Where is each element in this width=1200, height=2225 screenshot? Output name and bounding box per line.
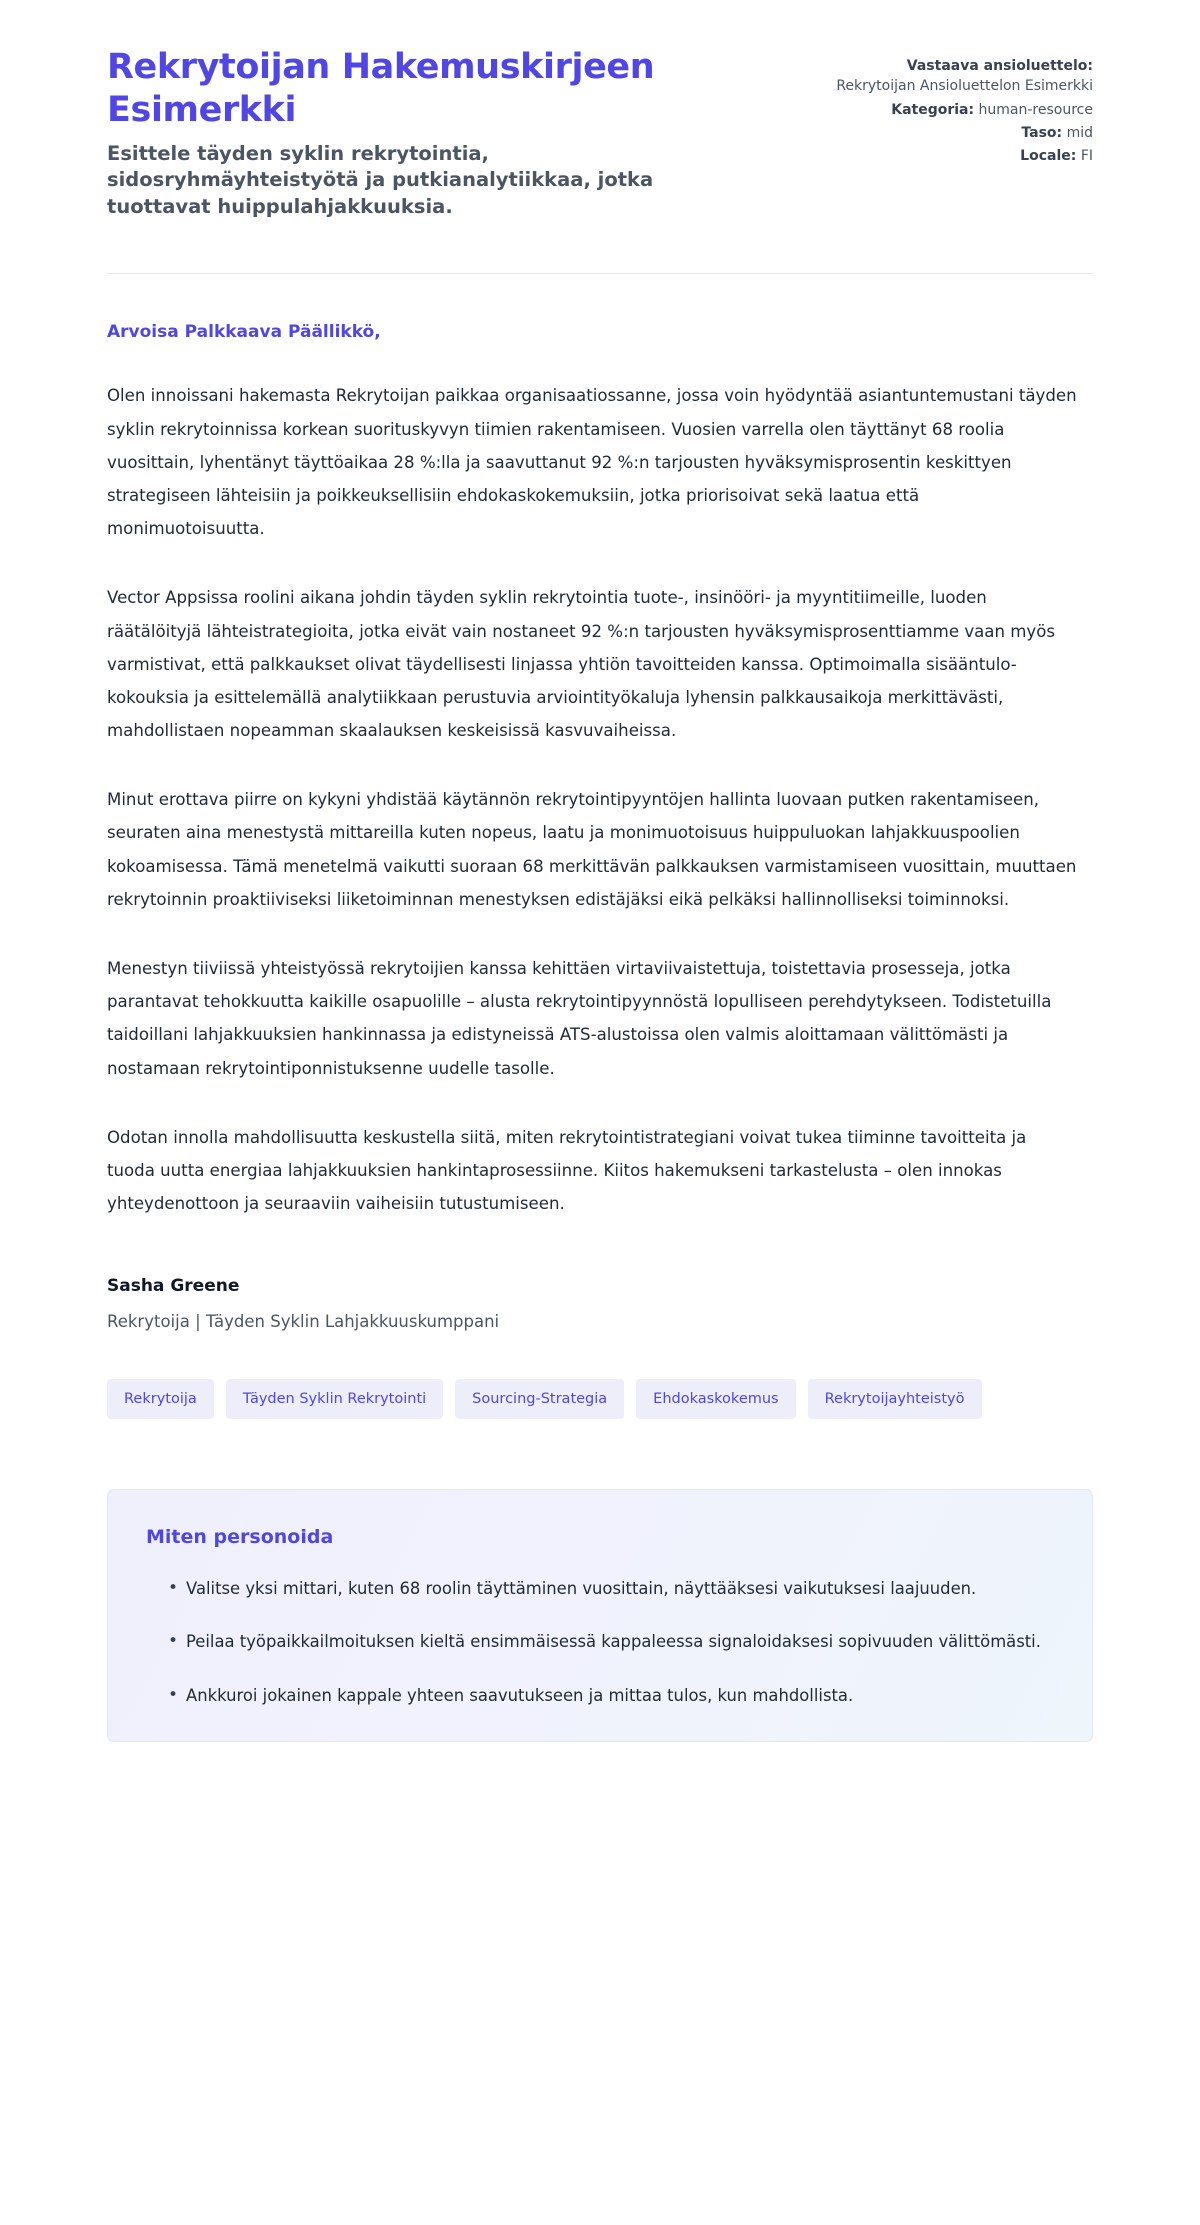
document-header [107, 46, 1093, 221]
meta-row-category [828, 100, 1093, 120]
meta-label-resume: Vastaava ansioluettelo: [906, 58, 1093, 74]
document-metadata [828, 46, 1093, 169]
tag-chip[interactable]: Rekrytoija [107, 1379, 214, 1420]
meta-label-category: Kategoria: [891, 101, 975, 118]
letter-paragraph: Menestyn tiiviissä yhteistyössä rekrytoijien kanssa kehittäen virtaviivaistettuja, toistettavia prosesseja, jotka parantavat tehokkuutta kaikille osapuolille – alusta rekrytointipyynnöstä lopulliseen perehdytykseen. Todistetuilla taidoillani lahjakkuuksien hankinnassa ja edistyneissä ATS-alustoissa olen valmis aloittamaan välittömästi ja nostamaan rekrytointiponnistuksenne uudelle tasolle. [107, 959, 1052, 1078]
meta-label-locale: Locale: [1020, 148, 1077, 165]
letter-paragraph: Odotan innolla mahdollisuutta keskustella siitä, miten rekrytointistrategiani voivat tukea tiiminne tavoitteita ja tuoda uutta energiaa lahjakkuuksien hankintaprosessiinne. Kiitos hakemukseni tarkastelusta – olen innokas yhteydenottoon ja seuraaviin vaiheisiin tutustumiseen. [107, 1127, 1027, 1214]
cover-letter-body [107, 274, 1093, 1742]
meta-value-resume: Rekrytoijan Ansioluettelon Esimerkki [836, 78, 1093, 95]
page-title: Rekrytoijan Hakemuskirjeen Esimerkki [107, 47, 655, 131]
callout-list-item: • Peilaa työpaikkailmoituksen kieltä ensimmäisessä kappaleessa signaloidaksesi sopivuuden välittömästi. [168, 1626, 1054, 1658]
letter-paragraph: Olen innoissani hakemasta Rekrytoijan paikkaa organisaatiossanne, jossa voin hyödyntää asiantuntemustani täyden syklin rekrytoinnissa korkean suorituskyvyn tiimien rakentamiseen. Vuosien varrella olen täyttänyt 68 roolia vuosittain, lyhentänyt täyttöaikaa 28 %:lla ja saavuttanut 92 %:n tarjousten hyväksymisprosentin keskittyen strategiseen lähteisiin ja poikkeuksellisiin ehdokaskokemuksiin, jotka priorisoivat sekä laatua että monimuotoisuutta. [107, 386, 1077, 539]
tag-chip[interactable]: Täyden Syklin Rekrytointi [226, 1379, 443, 1420]
meta-row-resume [828, 56, 1093, 97]
meta-value-level: mid [1066, 124, 1093, 141]
callout-list-item: • Valitse yksi mittari, kuten 68 roolin täyttäminen vuosittain, näyttääksesi vaikutuksesi laajuuden. [168, 1573, 1054, 1605]
tag-chip[interactable]: Ehdokaskokemus [636, 1379, 795, 1420]
signature-role: Rekrytoija | Täyden Syklin Lahjakkuuskumppani [107, 1311, 500, 1331]
meta-row-level [828, 123, 1093, 143]
meta-row-locale [828, 146, 1093, 166]
meta-label-level: Taso: [1021, 124, 1063, 141]
header-title-block [107, 46, 747, 221]
callout-list [146, 1573, 1054, 1712]
tag-list [107, 1379, 1093, 1420]
tag-chip[interactable]: Rekrytoijayhteistyö [808, 1379, 982, 1420]
callout-list-item: • Ankkuroi jokainen kappale yhteen saavutukseen ja mittaa tulos, kun mahdollista. [168, 1680, 1054, 1712]
page-subtitle: Esittele täyden syklin rekrytointia, sidosryhmäyhteistyötä ja putkianalytiikkaa, jotka tuottavat huippulahjakkuuksia. [107, 141, 654, 219]
tag-chip[interactable]: Sourcing-Strategia [455, 1379, 624, 1420]
signature-block [107, 1274, 1093, 1334]
salutation: Arvoisa Palkkaava Päällikkö, [107, 321, 381, 342]
letter-paragraph: Vector Appsissa roolini aikana johdin täyden syklin rekrytointia tuote-, insinööri- ja myyntitiimeille, luoden räätälöityjä lähteistrategioita, jotka eivät vain nostaneet 92 %:n tarjousten hyväksymisprosenttiamme vaan myös varmistivat, että palkkaukset olivat täydellisesti linjassa yhtiön tavoitteiden kanssa. Optimoimalla sisääntulo-kokouksia ja esittelemällä analytiikkaan perustuvia arviointityökaluja lyhensin palkkausaikoja merkittävästi, mahdollistaen nopeamman skaalauksen keskeisissä kasvuvaiheissa. [107, 588, 1056, 741]
callout-title: Miten personoida [146, 1526, 334, 1549]
personalization-callout [107, 1489, 1093, 1742]
letter-paragraph: Minut erottava piirre on kykyni yhdistää käytännön rekrytointipyyntöjen hallinta luovaan putken rakentamiseen, seuraten aina menestystä mittareilla kuten nopeus, laatu ja monimuotoisuus huippuluokan lahjakkuuspoolien kokoamisessa. Tämä menetelmä vaikutti suoraan 68 merkittävän palkkauksen varmistamiseen vuosittain, muuttaen rekrytoinnin proaktiiviseksi liiketoiminnan menestyksen edistäjäksi eikä pelkäksi hallinnolliseksi toiminnoksi. [107, 790, 1077, 909]
meta-value-locale: FI [1080, 148, 1093, 165]
signature-name: Sasha Greene [107, 1276, 240, 1297]
meta-value-category: human-resource [978, 101, 1093, 118]
